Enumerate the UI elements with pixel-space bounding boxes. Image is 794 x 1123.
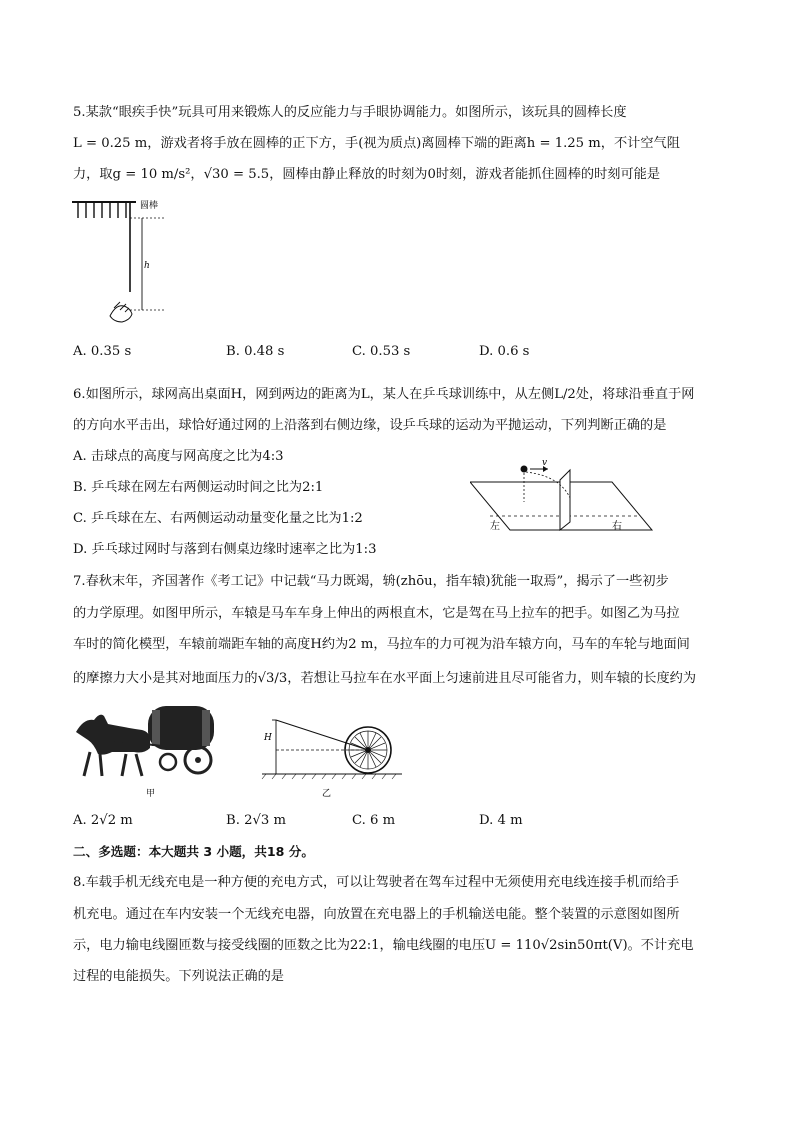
q6-option-a[interactable]: A. 击球点的高度与网高度之比为4:3 — [73, 449, 284, 464]
q7-yi-label: 乙 — [322, 789, 332, 799]
q5-option-c[interactable]: C. 0.53 s — [352, 344, 411, 359]
q7-text-line-3: 车时的简化模型，车辕前端距车轴的高度H约为2 m，马拉车的力可视为沿车辕方向，马车的车轮与地面间 — [73, 637, 690, 652]
section-2-title: 二、多选题：本大题共 3 小题，共18 分。 — [73, 844, 314, 859]
q8-text-line-2: 机充电。通过在车内安装一个无线充电器，向放置在充电器上的手机输送电能。整个装置的示意图如图所 — [73, 907, 680, 922]
q7-option-a[interactable]: A. 2√2 m — [73, 813, 133, 828]
q7-text-line-1: 7.春秋末年，齐国著作《考工记》中记载“马力既竭，辀(zhōu，指车辕)犹能一取焉”，揭示了一些初步 — [73, 574, 669, 589]
q7-figure-jia-horse-cart — [70, 700, 230, 800]
q6-right-label: 右 — [612, 521, 622, 532]
q7-option-d[interactable]: D. 4 m — [479, 813, 523, 828]
q5-text-line-3: 力，取g = 10 m/s²，√30 = 5.5，圆棒由静止释放的时刻为0时刻，游戏者能抓住圆棒的时刻可能是 — [73, 167, 661, 182]
q8-text-line-1: 8.车载手机无线充电是一种方便的充电方式，可以让驾驶者在驾车过程中无须使用充电线连接手机而给手 — [73, 875, 680, 890]
q5-option-d[interactable]: D. 0.6 s — [479, 344, 530, 359]
q7-H-label: H — [264, 733, 272, 743]
q6-option-b[interactable]: B. 乒乓球在网左右两侧运动时间之比为2:1 — [73, 480, 324, 495]
q5-option-b[interactable]: B. 0.48 s — [226, 344, 285, 359]
q7-text-line-2: 的力学原理。如图甲所示，车辕是马车车身上伸出的两根直木，它是驾在马上拉车的把手。如图乙为马拉 — [73, 606, 680, 621]
q5-text-line-1: 5.某款“眼疾手快”玩具可用来锻炼人的反应能力与手眼协调能力。如图所示，该玩具的圆棒长度 — [73, 105, 627, 120]
q5-text-line-2: L = 0.25 m，游戏者将手放在圆棒的正下方，手(视为质点)离圆棒下端的距离h = 1.25 m，不计空气阻 — [73, 136, 680, 151]
q6-text-line-2: 的方向水平击出，球恰好通过网的上沿落到右侧边缘，设乒乓球的运动为平抛运动，下列判断正确的是 — [73, 418, 667, 433]
q7-text-line-4: 的摩擦力大小是其对地面压力的√3/3，若想让马拉车在水平面上匀速前进且尽可能省力，则车辕的长度约为 — [73, 671, 697, 686]
q6-option-d[interactable]: D. 乒乓球过网时与落到右侧桌边缘时速率之比为1:3 — [73, 542, 377, 557]
q6-text-line-1: 6.如图所示，球网高出桌面H，网到两边的距离为L，某人在乒乓球训练中，从左侧L/2处，将球沿垂直于网 — [73, 387, 695, 402]
q7-option-c[interactable]: C. 6 m — [352, 813, 396, 828]
q5-option-a[interactable]: A. 0.35 s — [73, 344, 132, 359]
q8-text-line-3: 示，电力输电线圈匝数与接受线圈的匝数之比为22:1，输电线圈的电压U = 110√2sin50πt(V)。不计充电 — [73, 938, 694, 953]
q6-v-label: v — [542, 458, 548, 468]
q8-text-line-4: 过程的电能损失。下列说法正确的是 — [73, 969, 284, 984]
q5-rod-label: 圆棒 — [140, 201, 159, 211]
q7-jia-label: 甲 — [146, 789, 156, 799]
q5-h-label: h — [144, 261, 150, 271]
q7-option-b[interactable]: B. 2√3 m — [226, 813, 286, 828]
q6-figure-ping-pong-table — [470, 458, 670, 540]
q7-figure-yi-simplified-model — [256, 716, 406, 800]
q6-left-label: 左 — [490, 521, 500, 532]
q5-figure-rod-toy — [70, 196, 180, 328]
q6-option-c[interactable]: C. 乒乓球在左、右两侧运动动量变化量之比为1:2 — [73, 511, 363, 526]
